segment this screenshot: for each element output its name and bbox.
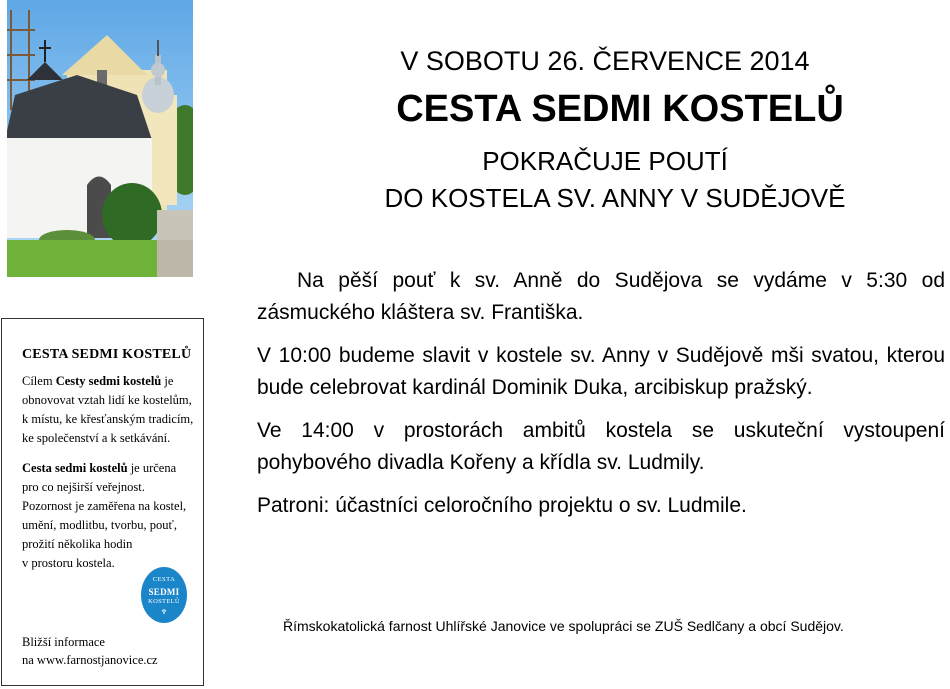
seal-line-3: KOSTELŮ bbox=[148, 598, 180, 605]
info-p1-post: je obnovovat vztah lidí ke kostelům, k místu, ke křesťanským tradicím, ke společenství a k setkávání. bbox=[22, 374, 194, 445]
organizers-footer: Římskokatolická farnost Uhlířské Janovice ve spolupráci se ZUŠ Sedlčany a obcí Sudějov. bbox=[283, 618, 844, 634]
info-box-title: CESTA SEDMI KOSTELŮ bbox=[22, 347, 192, 362]
info-p1-pre: Cílem bbox=[22, 374, 56, 388]
seal-hands-icon: ♆ bbox=[160, 608, 168, 616]
info-p2-line-2: pro co nejširší veřejnost. bbox=[22, 480, 145, 494]
paragraph-theatre: Ve 14:00 v prostorách ambitů kostela se uskuteční vystoupení pohybového divadla Kořeny a křídla sv. Ludmily. bbox=[257, 419, 945, 474]
info-p2-line-5: prožití několika hodin bbox=[22, 537, 133, 551]
info-p2-line-4: umění, modlitbu, tvorbu, pouť, bbox=[22, 518, 177, 532]
info-p2-line-3: Pozornost je zaměřena na kostel, bbox=[22, 499, 187, 513]
event-subtitle-2: DO KOSTELA SV. ANNY V SUDĚJOVĚ bbox=[384, 183, 846, 213]
church-photo bbox=[7, 0, 193, 277]
seal-line-1: CESTA bbox=[152, 576, 176, 583]
info-p2-bold: Cesta sedmi kostelů bbox=[22, 461, 128, 475]
info-p2-line-6: v prostoru kostela. bbox=[22, 556, 115, 570]
cesta-sedmi-kostelu-seal bbox=[141, 567, 187, 623]
event-date: V SOBOTU 26. ČERVENCE 2014 bbox=[400, 46, 810, 76]
church-illustration bbox=[7, 0, 193, 277]
paragraph-patrons: Patroni: účastníci celoročního projektu o sv. Ludmile. bbox=[257, 494, 747, 517]
info-box bbox=[1, 318, 204, 686]
more-info-url[interactable]: na www.farnostjanovice.cz bbox=[22, 653, 158, 667]
paragraph-mass: V 10:00 budeme slavit v kostele sv. Anny v Sudějově mši svatou, kterou bude celebrovat kardinál Dominik Duka, arcibiskup pražský. bbox=[257, 344, 945, 399]
info-box-more bbox=[22, 633, 158, 669]
paragraph-pilgrimage: Na pěší pouť k sv. Anně do Sudějova se vydáme v 5:30 od zásmuckého kláštera sv. Františka. bbox=[257, 269, 945, 324]
info-box-paragraph-1 bbox=[22, 372, 195, 448]
event-subtitle-1: POKRAČUJE POUTÍ bbox=[482, 146, 728, 176]
event-title: CESTA SEDMI KOSTELŮ bbox=[396, 88, 844, 130]
info-p2-line-1: je určena bbox=[127, 461, 177, 475]
seal-line-2: SEDMI bbox=[148, 587, 180, 597]
info-box-paragraph-2 bbox=[22, 459, 195, 573]
info-p1-bold: Cesty sedmi kostelů bbox=[55, 374, 162, 388]
more-info-label: Bližší informace bbox=[22, 635, 105, 649]
event-description bbox=[257, 265, 945, 533]
